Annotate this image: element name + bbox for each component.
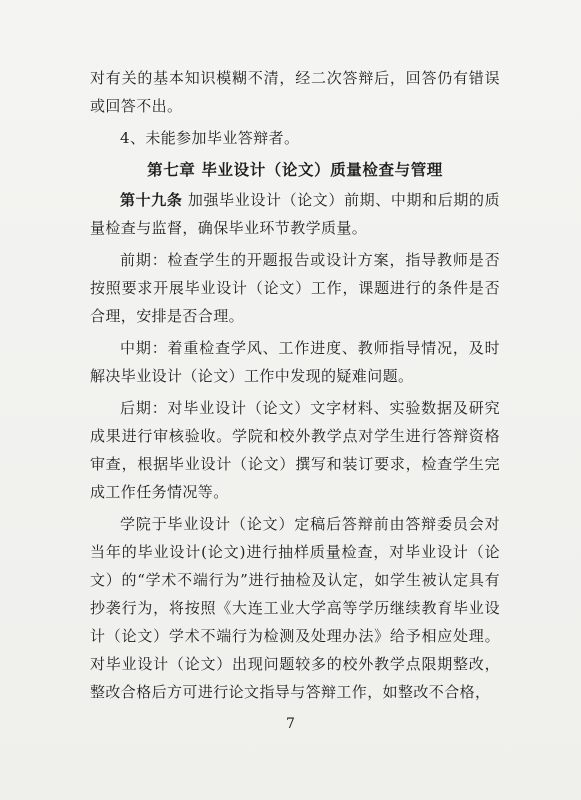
paragraph-mid-stage: 中期：着重检查学风、工作进度、教师指导情况，及时解决毕业设计（论文）工作中发现的疑难问题。 [90, 339, 500, 385]
chapter-heading: 第七章 毕业设计（论文）质量检查与管理 [147, 160, 443, 179]
page-number: 7 [286, 716, 295, 732]
article-19-paragraph [90, 186, 500, 242]
paragraph-continuation: 对有关的基本知识模糊不清，经二次答辩后，回答仍有错误或回答不出。 [90, 69, 500, 115]
article-19-text: 加强毕业设计（论文）前期、中期和后期的质量检查与监督，确保毕业环节教学质量。 [90, 191, 501, 237]
list-item-4: 4、未能参加毕业答辩者。 [120, 129, 300, 147]
paragraph-late-stage: 后期：对毕业设计（论文）文字材料、实验数据及研究成果进行审核验收。学院和校外教学点对学生进行答辩资格审查，根据毕业设计（论文）撰写和装订要求，检查学生完成工作任务情况等。 [90, 399, 500, 501]
document-body [90, 64, 500, 710]
paragraph-early-stage: 前期：检查学生的开题报告或设计方案，指导教师是否按照要求开展毕业设计（论文）工作，课题进行的条件是否合理，安排是否合理。 [90, 251, 500, 325]
paragraph-college-check: 学院于毕业设计（论文）定稿后答辩前由答辩委员会对当年的毕业设计(论文)进行抽样质量检查，对毕业设计（论文）的“学术不端行为”进行抽检及认定，如学生被认定具有抄袭行为，将按照《大连工业大学高等学历继续教育毕业设计（论文）学术不端行为检测及处理办法》给予相应处理。对毕业设计（论文）出现问题较多的校外教学点限期整改，整改合格后方可进行论文指导与答辩工作，如整改不合格， [90, 515, 500, 701]
article-19-label: 第十九条 [120, 191, 183, 209]
